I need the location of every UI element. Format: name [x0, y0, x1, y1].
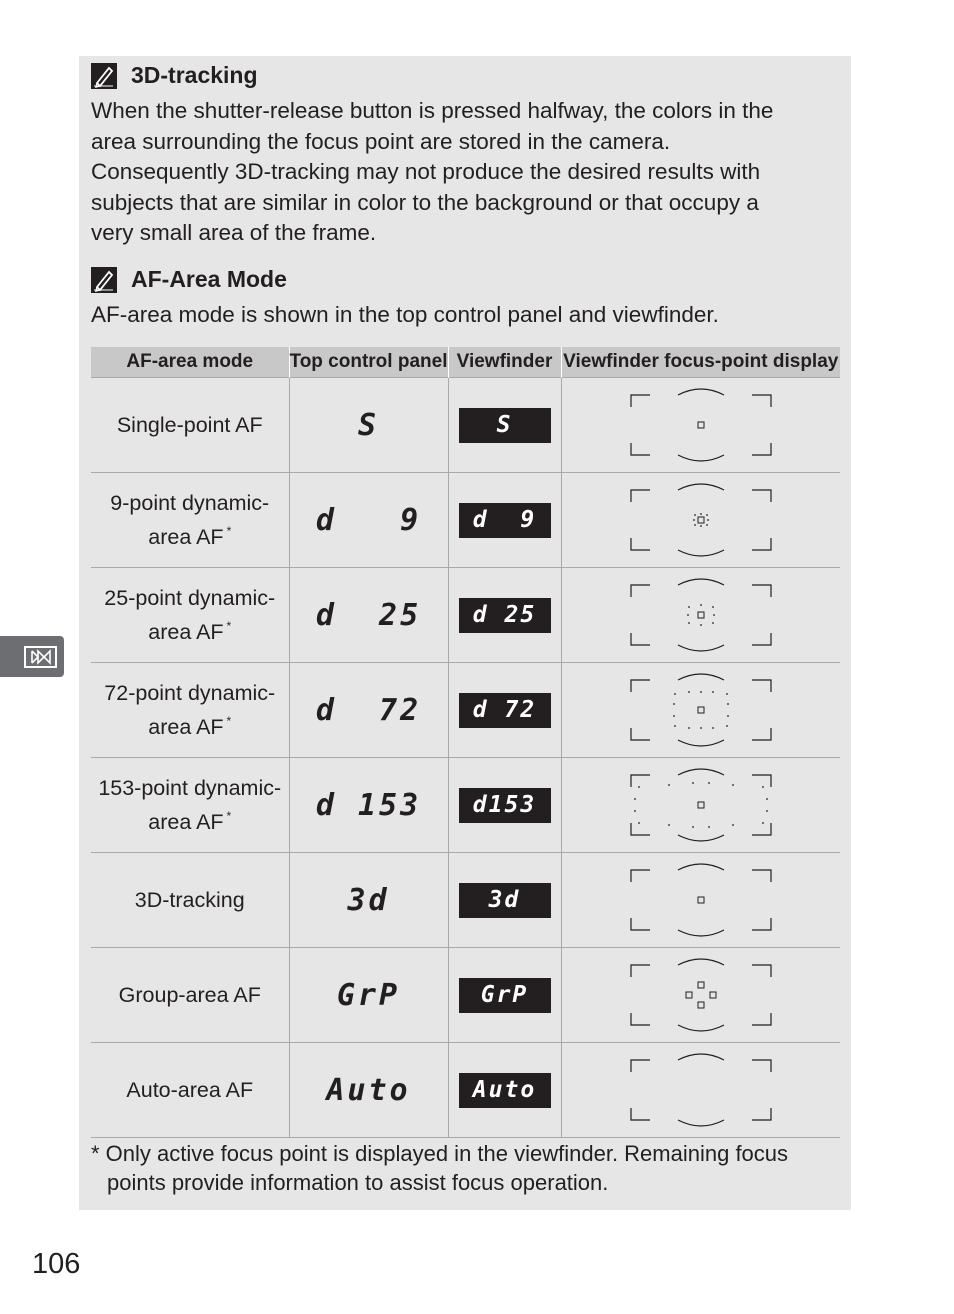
mode-cell [91, 378, 289, 473]
top-panel-cell [289, 663, 448, 758]
top-panel-lcd-text: d 72 [315, 692, 422, 728]
table-row [91, 663, 840, 758]
frame-corner [631, 490, 650, 502]
table-row [91, 473, 840, 568]
mode-name [104, 679, 275, 741]
viewfinder-cell [448, 758, 561, 853]
header-af-area-mode: AF-area mode [91, 347, 289, 378]
focus-dot [712, 691, 714, 693]
top-panel-lcd-text: d 25 [315, 597, 422, 633]
viewfinder-lcd-text: d 25 [459, 598, 551, 633]
frame-corner [631, 870, 650, 882]
frame-arc [678, 959, 724, 965]
table-row [91, 853, 840, 948]
focus-dot [700, 525, 702, 527]
footnote-marker: * [226, 714, 232, 728]
frame-arc [678, 1025, 724, 1031]
frame-corner [752, 870, 771, 882]
focus-point [698, 707, 704, 713]
top-panel-lcd-text: d 153 [315, 787, 422, 823]
frame-corner [752, 490, 771, 502]
top-panel-cell [289, 1043, 448, 1138]
frame-corner [752, 1060, 771, 1072]
mode-name [135, 886, 245, 914]
note-panel [79, 56, 851, 1210]
focus-dot [694, 524, 696, 526]
frame-arc [678, 835, 724, 841]
focus-dot [727, 703, 729, 705]
section-tab [0, 636, 64, 677]
mode-cell [91, 853, 289, 948]
focus-point [698, 1002, 704, 1008]
focus-dot [762, 786, 764, 788]
focus-dot [727, 715, 729, 717]
mode-name-line: area AF [148, 715, 224, 739]
frame-arc [678, 740, 724, 746]
focus-point [710, 992, 716, 998]
focus-dot [712, 727, 714, 729]
focus-dot [732, 824, 734, 826]
viewfinder-cell [448, 663, 561, 758]
note-line: Consequently 3D-tracking may not produce the desired results with [91, 159, 761, 184]
focus-dot [634, 798, 636, 800]
note-line: subjects that are similar in color to the background or that occupy a [91, 189, 759, 215]
focus-dot [668, 824, 670, 826]
focus-point [698, 802, 704, 808]
focus-dot [688, 622, 690, 624]
top-panel-lcd-text: GrP [336, 977, 401, 1013]
mode-name [126, 1076, 253, 1104]
focus-point-display [626, 480, 776, 560]
focus-point [698, 517, 704, 523]
top-panel-cell [289, 948, 448, 1043]
viewfinder-cell [448, 1043, 561, 1138]
focus-dot [706, 514, 708, 516]
frame-corner [631, 443, 650, 455]
focus-dot [713, 614, 715, 616]
top-panel-cell [289, 473, 448, 568]
frame-arc [678, 674, 724, 680]
frame-corner [631, 1060, 650, 1072]
frame-corner [752, 1108, 771, 1120]
viewfinder-lcd-text: d 72 [459, 693, 551, 728]
top-panel-lcd-text: 3d [347, 882, 390, 918]
focus-point-display [626, 860, 776, 940]
viewfinder-lcd-text: GrP [459, 978, 551, 1013]
table-row [91, 378, 840, 473]
frame-corner [631, 775, 650, 787]
frame-corner [752, 680, 771, 692]
mode-cell [91, 473, 289, 568]
frame-corner [631, 395, 650, 407]
frame-corner [631, 538, 650, 550]
frame-corner [631, 1108, 650, 1120]
focus-point-display [626, 670, 776, 750]
footnote-marker: * [226, 809, 232, 823]
page-number: 106 [32, 1248, 81, 1280]
frame-arc [678, 455, 724, 461]
viewfinder-lcd-text: 3d [459, 883, 551, 918]
mode-cell [91, 758, 289, 853]
frame-corner [752, 728, 771, 740]
mode-name [119, 981, 261, 1009]
header-focus-point-display: Viewfinder focus-point display [561, 347, 840, 378]
mode-name-line: Group-area AF [118, 983, 261, 1007]
focus-dot [706, 524, 708, 526]
top-panel-cell [289, 568, 448, 663]
focus-point-display [626, 1050, 776, 1130]
top-panel-lcd-text: d 9 [315, 502, 422, 538]
note-3d-tracking-heading [91, 62, 258, 89]
focus-display-cell [561, 378, 840, 473]
focus-dot [700, 604, 702, 606]
focus-dot [638, 822, 640, 824]
focus-point [698, 612, 704, 618]
frame-arc [678, 579, 724, 585]
focus-dot [700, 624, 702, 626]
viewfinder-lcd-text: d153 [459, 788, 551, 823]
focus-dot [700, 727, 702, 729]
frame-corner [752, 1013, 771, 1025]
mode-name-line: Single-point AF [116, 413, 263, 437]
frame-corner [631, 1013, 650, 1025]
focus-dot [762, 822, 764, 824]
mode-name-line: area AF [148, 525, 224, 549]
viewfinder-cell [448, 568, 561, 663]
footnote-line: points provide information to assist focus operation. [107, 1170, 609, 1195]
mode-name [117, 411, 263, 439]
frame-corner [631, 633, 650, 645]
note-line: very small area of the frame. [91, 220, 377, 245]
focus-dot [674, 693, 676, 695]
mode-name-line: area AF [148, 810, 224, 834]
frame-corner [631, 965, 650, 977]
frame-corner [752, 538, 771, 550]
focus-display-cell [561, 568, 840, 663]
frame-corner [631, 918, 650, 930]
viewfinder-cell [448, 853, 561, 948]
table-row [91, 758, 840, 853]
mode-name-line: area AF [148, 620, 224, 644]
focus-dot [766, 798, 768, 800]
focus-dot [700, 513, 702, 515]
mode-name-line: 72-point dynamic- [104, 681, 276, 705]
note-af-area-heading [91, 266, 287, 293]
focus-display-cell [561, 473, 840, 568]
table-header-row [91, 347, 840, 378]
frame-corner [752, 395, 771, 407]
top-panel-cell [289, 378, 448, 473]
focus-display-cell [561, 1043, 840, 1138]
focus-dot [668, 784, 670, 786]
focus-dot [692, 782, 694, 784]
mode-name-line: 153-point dynamic- [98, 776, 282, 800]
focus-point-display [626, 385, 776, 465]
frame-corner [631, 680, 650, 692]
frame-arc [678, 484, 724, 490]
focus-point [698, 422, 704, 428]
mode-cell [91, 663, 289, 758]
frame-arc [678, 930, 724, 936]
frame-arc [678, 550, 724, 556]
frame-corner [631, 585, 650, 597]
frame-corner [752, 585, 771, 597]
mode-cell [91, 948, 289, 1043]
note-af-area-title: AF-Area Mode [131, 266, 287, 292]
viewfinder-lcd-text: Auto [459, 1073, 551, 1108]
focus-dot [688, 727, 690, 729]
frame-corner [752, 823, 771, 835]
frame-corner [631, 728, 650, 740]
note-3d-tracking-title: 3D-tracking [131, 62, 258, 88]
viewfinder-cell [448, 378, 561, 473]
focus-dot [688, 606, 690, 608]
focus-dot [688, 691, 690, 693]
frame-corner [752, 775, 771, 787]
note-line: area surrounding the focus point are stored in the camera. [91, 128, 671, 154]
mode-cell [91, 1043, 289, 1138]
frame-arc [678, 389, 724, 395]
footnote-marker: * [226, 619, 232, 633]
af-area-table [91, 347, 840, 1138]
focus-point-display [626, 765, 776, 845]
focus-dot [673, 715, 675, 717]
focus-dot [726, 693, 728, 695]
shooting-mode-icon [24, 645, 58, 669]
focus-dot [693, 519, 695, 521]
focus-dot [694, 514, 696, 516]
mode-name [104, 584, 275, 646]
viewfinder-lcd-text: d 9 [459, 503, 551, 538]
focus-dot [766, 810, 768, 812]
focus-dot [726, 725, 728, 727]
mode-name-line: Auto-area AF [126, 1078, 254, 1102]
focus-display-cell [561, 853, 840, 948]
header-top-control-panel: Top control panel [289, 347, 448, 378]
note-af-area-text: AF-area mode is shown in the top control panel and viewfinder. [91, 302, 719, 327]
frame-arc [678, 1120, 724, 1126]
viewfinder-cell [448, 948, 561, 1043]
focus-dot [638, 786, 640, 788]
focus-dot [674, 725, 676, 727]
note-line: When the shutter-release button is pressed halfway, the colors in the [91, 98, 774, 123]
focus-dot [708, 826, 710, 828]
pencil-note-icon [91, 267, 117, 293]
focus-dot [692, 826, 694, 828]
top-panel-cell [289, 853, 448, 948]
focus-point-display [626, 575, 776, 655]
top-panel-lcd-text: S [357, 407, 380, 443]
frame-corner [752, 443, 771, 455]
mode-name-line: 3D-tracking [134, 888, 245, 912]
mode-name-line: 25-point dynamic- [104, 586, 276, 610]
focus-dot [634, 810, 636, 812]
frame-arc [678, 645, 724, 651]
frame-corner [752, 633, 771, 645]
focus-dot [712, 606, 714, 608]
frame-arc [678, 1054, 724, 1060]
focus-point [686, 992, 692, 998]
focus-dot [708, 782, 710, 784]
focus-dot [707, 519, 709, 521]
focus-point [698, 982, 704, 988]
focus-display-cell [561, 663, 840, 758]
top-panel-lcd-text: Auto [326, 1072, 411, 1108]
focus-display-cell [561, 948, 840, 1043]
mode-name [110, 489, 269, 551]
table-row [91, 1043, 840, 1138]
frame-corner [752, 965, 771, 977]
frame-corner [631, 823, 650, 835]
focus-dot [732, 784, 734, 786]
focus-display-cell [561, 758, 840, 853]
mode-name [98, 774, 281, 836]
note-3d-tracking-text [91, 96, 831, 249]
footnote-line: * Only active focus point is displayed in the viewfinder. Remaining focus [91, 1141, 789, 1166]
focus-dot [712, 622, 714, 624]
table-row [91, 568, 840, 663]
mode-name-line: 9-point dynamic- [110, 491, 270, 515]
focus-dot [700, 691, 702, 693]
viewfinder-lcd-text: S [459, 408, 551, 443]
focus-dot [673, 703, 675, 705]
footnote-marker: * [226, 524, 232, 538]
focus-point [698, 897, 704, 903]
pencil-note-icon [91, 63, 117, 89]
table-row [91, 948, 840, 1043]
focus-point-display [626, 955, 776, 1035]
header-viewfinder: Viewfinder [448, 347, 561, 378]
viewfinder-cell [448, 473, 561, 568]
mode-cell [91, 568, 289, 663]
frame-corner [752, 918, 771, 930]
frame-arc [678, 864, 724, 870]
footnote [91, 1139, 831, 1197]
focus-dot [687, 614, 689, 616]
frame-arc [678, 769, 724, 775]
top-panel-cell [289, 758, 448, 853]
